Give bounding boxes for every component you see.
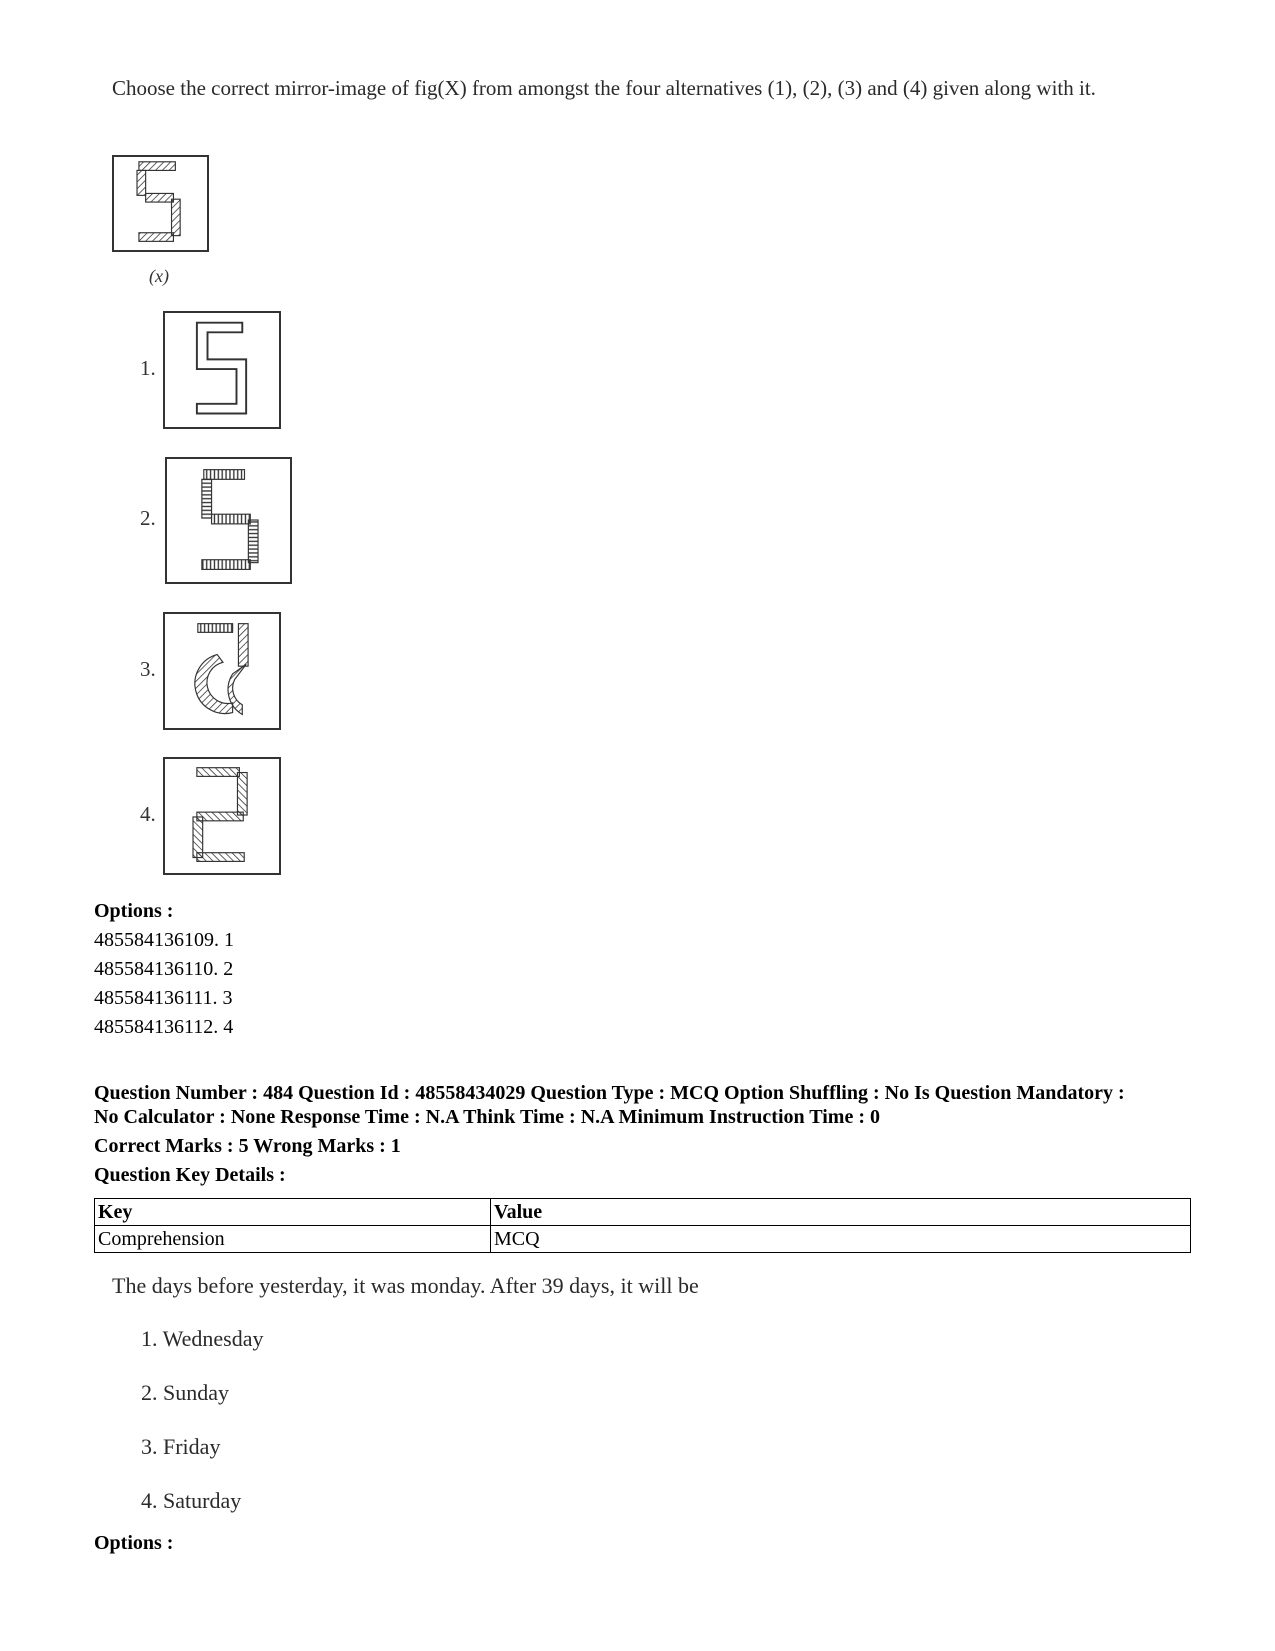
key-details-table bbox=[94, 1198, 1191, 1253]
question-2-choice: 4. Saturday bbox=[141, 1488, 242, 1513]
alternative-3-figure bbox=[163, 612, 281, 730]
question-1-text: Choose the correct mirror-image of fig(X) from amongst the four alternatives (1), (2), (3) and (4) given along with it. bbox=[112, 76, 1096, 100]
alternative-1-number: 1. bbox=[140, 356, 156, 380]
figure-x-drawing bbox=[114, 157, 207, 250]
question-2-choice: 2. Sunday bbox=[141, 1380, 229, 1405]
option-item[interactable]: 485584136109. 1 bbox=[94, 929, 234, 951]
question-2-text: The days before yesterday, it was monday. After 39 days, it will be bbox=[112, 1273, 699, 1298]
alternative-4-drawing bbox=[165, 759, 279, 873]
option-item[interactable]: 485584136112. 4 bbox=[94, 1016, 234, 1038]
alternative-2-figure bbox=[165, 457, 292, 584]
question-2-choice: 3. Friday bbox=[141, 1434, 221, 1459]
table-cell-key: Comprehension bbox=[95, 1226, 491, 1253]
option-item[interactable]: 485584136111. 3 bbox=[94, 987, 233, 1009]
alternative-4-number: 4. bbox=[140, 802, 156, 826]
figure-x-label: (x) bbox=[149, 266, 169, 286]
alternative-3-drawing bbox=[165, 614, 279, 728]
alternative-4-figure bbox=[163, 757, 281, 875]
marks-line: Correct Marks : 5 Wrong Marks : 1 bbox=[94, 1135, 401, 1157]
table-header-value: Value bbox=[491, 1199, 1191, 1226]
option-item[interactable]: 485584136110. 2 bbox=[94, 958, 234, 980]
alternative-2-number: 2. bbox=[140, 506, 156, 530]
options-heading-1: Options : bbox=[94, 900, 174, 922]
figure-x bbox=[112, 155, 209, 252]
table-cell-value: MCQ bbox=[491, 1226, 1191, 1253]
alternative-2-drawing bbox=[167, 459, 290, 582]
table-header-row bbox=[95, 1199, 1191, 1226]
option-list-1 bbox=[94, 926, 234, 1042]
question-meta-line-1: Question Number : 484 Question Id : 48558434029 Question Type : MCQ Option Shuffling : No Is Question Mandatory : bbox=[94, 1082, 1125, 1104]
question-meta-line-2: No Calculator : None Response Time : N.A Think Time : N.A Minimum Instruction Time : 0 bbox=[94, 1106, 880, 1128]
question-2-choice: 1. Wednesday bbox=[141, 1326, 264, 1351]
alternative-1-drawing bbox=[165, 313, 279, 427]
options-heading-2: Options : bbox=[94, 1532, 174, 1554]
table-row bbox=[95, 1226, 1191, 1253]
alternative-3-number: 3. bbox=[140, 657, 156, 681]
question-meta-block bbox=[94, 1081, 1214, 1129]
alternative-1-figure bbox=[163, 311, 281, 429]
table-header-key: Key bbox=[95, 1199, 491, 1226]
key-details-heading: Question Key Details : bbox=[94, 1164, 286, 1186]
